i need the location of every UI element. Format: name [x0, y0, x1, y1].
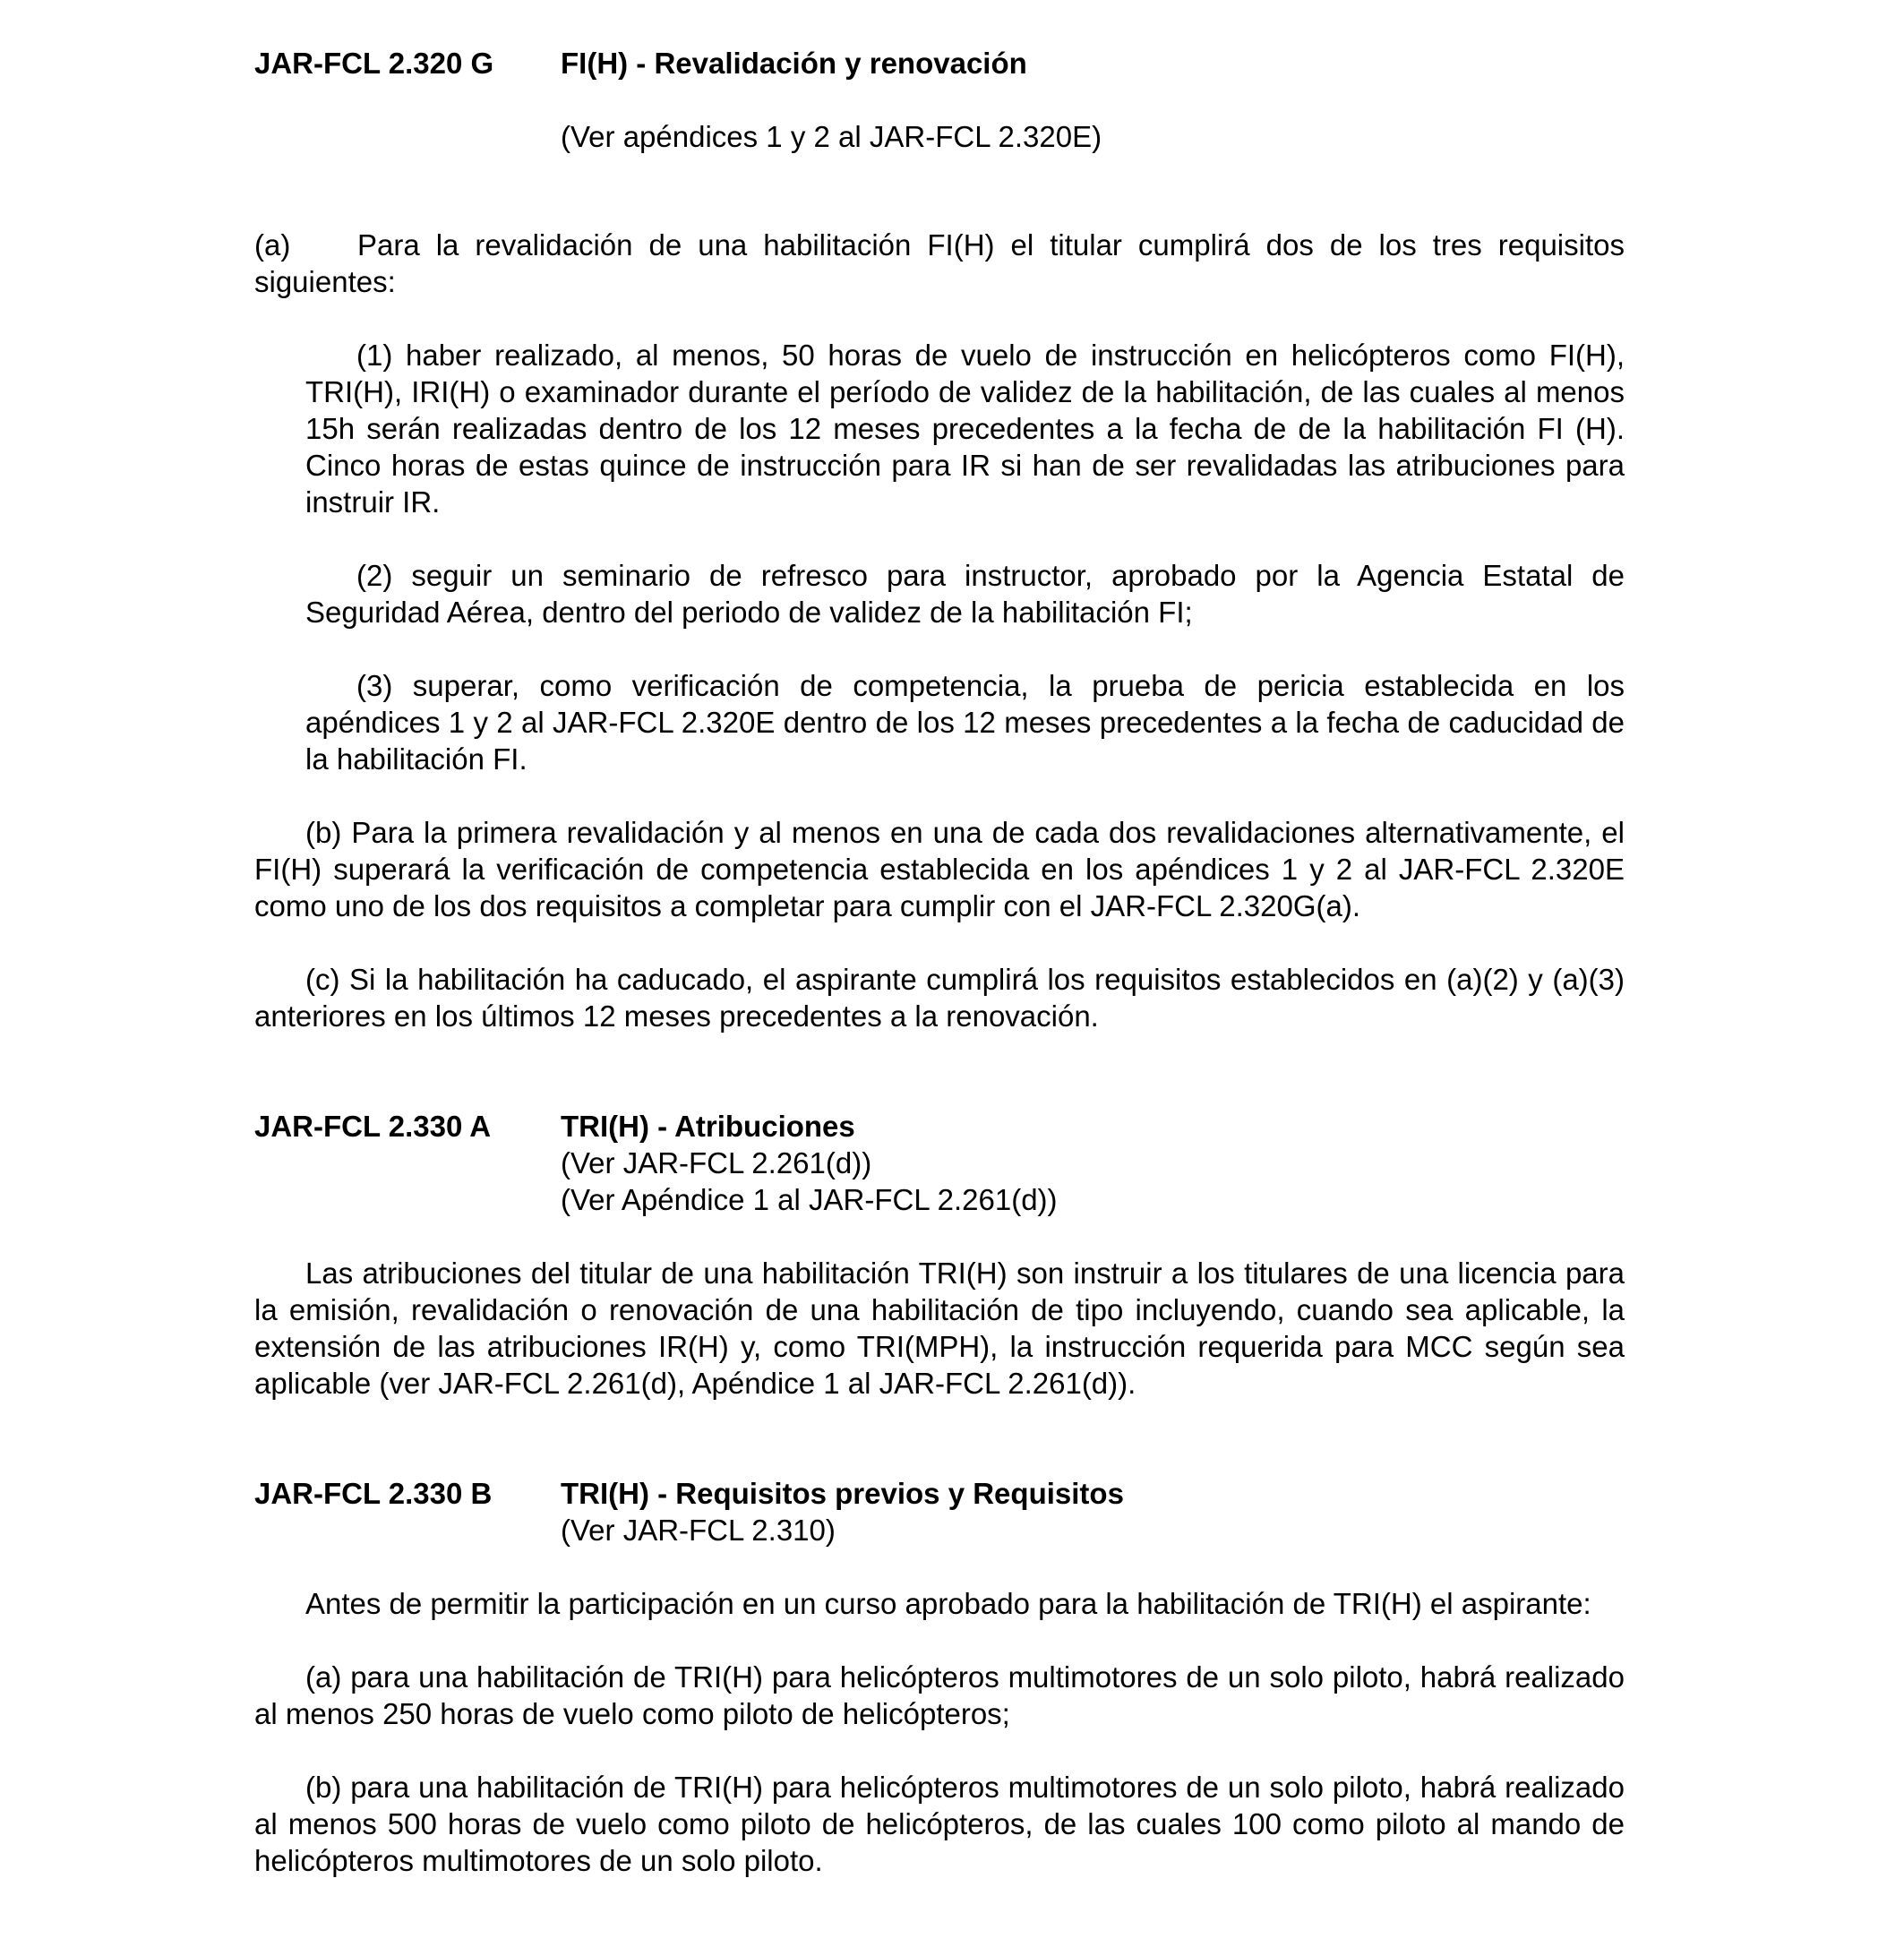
document-page [254, 45, 1625, 1879]
section-heading [254, 1475, 1625, 1512]
paragraph-a1: (1) haber realizado, al menos, 50 horas de vuelo de instrucción en helicópteros como FI(H), TRI(H), IRI(H) o examinador durante el período de validez de la habilitación, de las cuales al menos 15h serán realizadas dentro de los 12 meses precedentes a la fecha de de la habilitación FI (H). Cinco horas de estas quince de instrucción para IR si han de ser revalidadas las atribuciones para instruir IR. [305, 339, 1625, 519]
paragraph-a [254, 227, 1625, 300]
section-reference: (Ver JAR-FCL 2.310) [561, 1514, 836, 1547]
paragraph-b: (b) para una habilitación de TRI(H) para helicópteros multimotores de un solo piloto, habrá realizado al menos 500 horas de vuelo como piloto de helicópteros, de las cuales 100 como piloto al mando de helicópteros multimotores de un solo piloto. [254, 1771, 1625, 1877]
section-heading [254, 1108, 1625, 1145]
paragraph-a3: (3) superar, como verificación de competencia, la prueba de pericia establecida en los apéndices 1 y 2 al JAR-FCL 2.320E dentro de los 12 meses precedentes a la fecha de caducidad de la habilitación FI. [305, 669, 1625, 776]
section-reference: (Ver apéndices 1 y 2 al JAR-FCL 2.320E) [561, 120, 1102, 153]
section-2-330a [254, 1108, 1625, 1402]
section-code: JAR-FCL 2.330 B [254, 1477, 493, 1510]
section-reference: (Ver JAR-FCL 2.261(d)) [561, 1146, 872, 1179]
section-title: TRI(H) - Requisitos previos y Requisitos [561, 1477, 1124, 1510]
paragraph-a: (a) para una habilitación de TRI(H) para helicópteros multimotores de un solo piloto, habrá realizado al menos 250 horas de vuelo como piloto de helicópteros; [254, 1660, 1625, 1730]
section-title: TRI(H) - Atribuciones [561, 1110, 855, 1143]
section-heading [254, 45, 1625, 81]
paragraph-intro: Antes de permitir la participación en un curso aprobado para la habilitación de TRI(H) el aspirante: [305, 1587, 1591, 1620]
paragraph-c: (c) Si la habilitación ha caducado, el aspirante cumplirá los requisitos establecidos en (a)(2) y (a)(3) anteriores en los últimos 12 meses precedentes a la renovación. [254, 963, 1625, 1033]
section-2-330b [254, 1475, 1625, 1879]
paragraph-label: (a) [254, 228, 291, 262]
section-title: FI(H) - Revalidación y renovación [561, 47, 1027, 80]
section-code: JAR-FCL 2.330 A [254, 1110, 492, 1143]
paragraph-text: Para la revalidación de una habilitación FI(H) el titular cumplirá dos de los tres requisitos siguientes: [254, 228, 1625, 298]
paragraph-b: (b) Para la primera revalidación y al menos en una de cada dos revalidaciones alternativamente, el FI(H) superará la verificación de competencia establecida en los apéndices 1 y 2 al JAR-FCL 2.320E como uno de los dos requisitos a completar para cumplir con el JAR-FCL 2.320G(a). [254, 816, 1625, 922]
paragraph-atribuciones: Las atribuciones del titular de una habilitación TRI(H) son instruir a los titulares de una licencia para la emisión, revalidación o renovación de una habilitación de tipo incluyendo, cuando sea aplicable, la extensión de las atribuciones IR(H) y, como TRI(MPH), la instrucción requerida para MCC según sea aplicable (ver JAR-FCL 2.261(d), Apéndice 1 al JAR-FCL 2.261(d)). [254, 1257, 1625, 1400]
paragraph-a2: (2) seguir un seminario de refresco para instructor, aprobado por la Agencia Estatal de Seguridad Aérea, dentro del periodo de validez de la habilitación FI; [305, 559, 1625, 629]
section-code: JAR-FCL 2.320 G [254, 47, 494, 80]
section-2-320g [254, 45, 1625, 1034]
section-reference: (Ver Apéndice 1 al JAR-FCL 2.261(d)) [561, 1183, 1058, 1216]
